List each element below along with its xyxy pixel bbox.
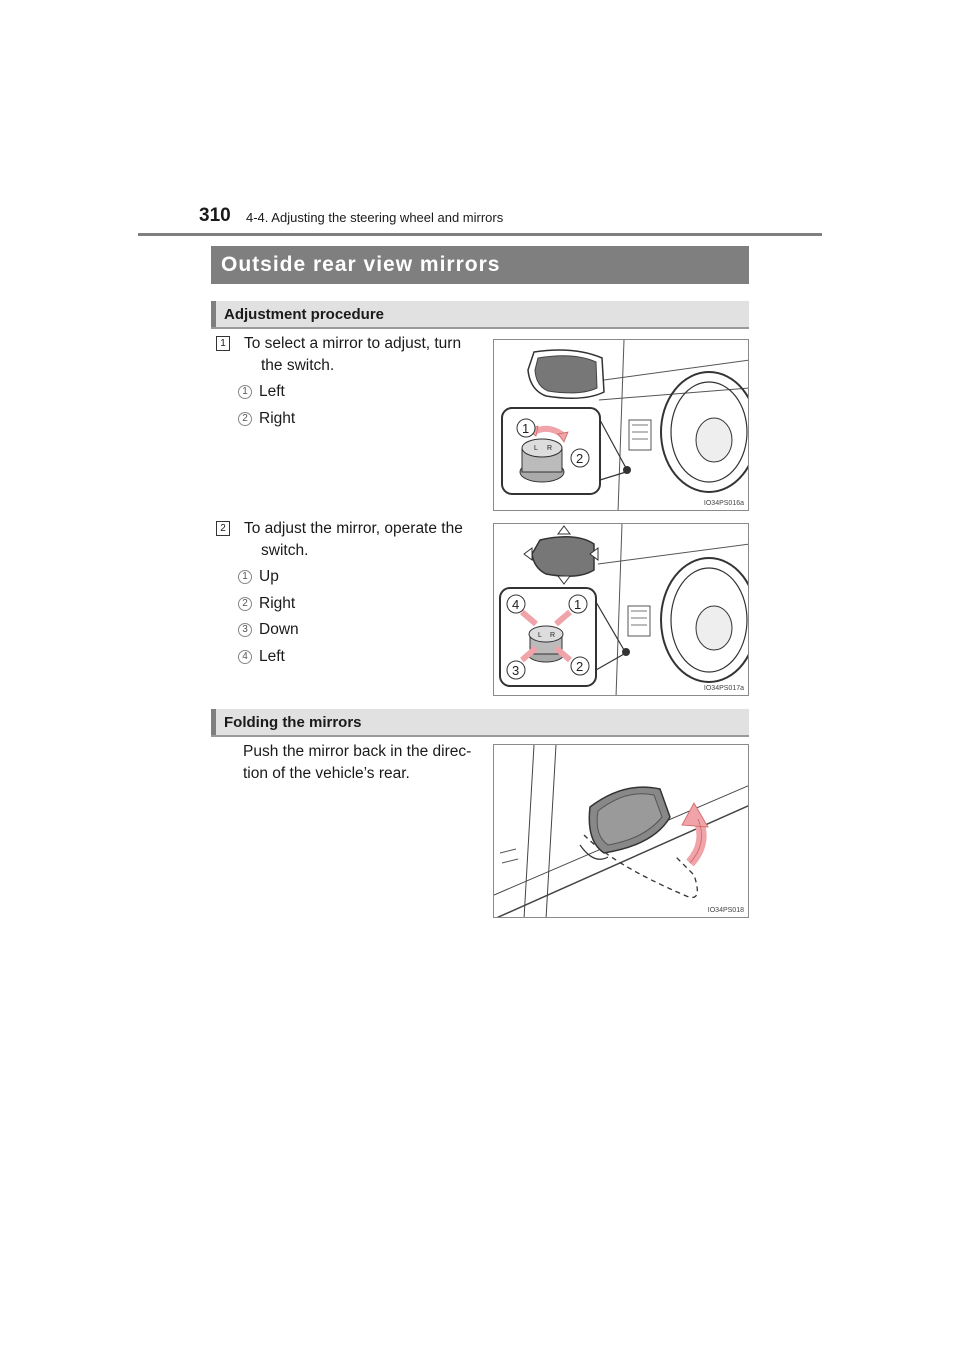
item-label: Left [259,648,285,665]
step-2-item-down [238,621,299,639]
step-1-text [244,333,480,377]
callout-2: 2 [576,451,584,466]
step-2-text-line-2: switch. [261,542,309,559]
item-number: 4 [238,650,252,664]
figure-mirror-adjust-switch [493,523,749,696]
step-1-badge: 1 [216,336,230,351]
step-1-text-line-2: the switch. [261,357,335,374]
callout-1: 1 [574,597,582,612]
callout-3: 3 [512,663,520,678]
switch-letter-l: L [534,445,538,452]
figure-id-3: IO34PS018 [707,907,744,914]
figure-id-1: IO34PS016a [703,500,744,507]
folding-text [243,741,479,785]
mirror-select-illustration [494,340,749,511]
section-title-bar [211,246,749,284]
item-label: Right [259,595,296,612]
running-head: 4-4. Adjusting the steering wheel and mirrors [246,210,504,225]
step-1-item-right [238,410,295,428]
subsection-adjustment-title: Adjustment procedure [224,306,385,323]
figure-mirror-folding [493,744,749,918]
callout-1: 1 [522,421,530,436]
subsection-adjustment-bar [211,301,749,329]
subsection-folding-bar [211,709,749,737]
switch-letter-l: L [538,632,542,639]
item-label: Right [259,410,296,427]
header-rule [138,233,822,236]
folding-text-line-1: Push the mirror back in the direc- [243,743,472,760]
mirror-adjust-illustration [494,524,749,696]
step-2-text [244,518,480,562]
step-1-item-left [238,383,285,401]
step-1-text-line-1: To select a mirror to adjust, turn [244,335,462,352]
switch-letter-r: R [550,632,556,639]
subsection-folding-title: Folding the mirrors [224,714,362,731]
step-2-item-left [238,648,285,666]
step-2-badge: 2 [216,521,230,536]
item-label: Left [259,383,285,400]
figure-mirror-select-switch [493,339,749,511]
figure-id-2: IO34PS017a [703,685,744,692]
callout-2: 2 [576,659,584,674]
item-label: Up [259,568,279,585]
section-title: Outside rear view mirrors [221,253,501,276]
item-number: 1 [238,570,252,584]
page-number: 310 [199,205,231,226]
step-2-item-right [238,595,295,613]
item-number: 3 [238,623,252,637]
callout-4: 4 [512,597,520,612]
item-number: 2 [238,412,252,426]
item-number: 1 [238,385,252,399]
mirror-folding-illustration [494,745,749,918]
step-2-item-up [238,568,279,586]
switch-letter-r: R [547,445,553,452]
folding-text-line-2: tion of the vehicle’s rear. [243,765,410,782]
step-2-text-line-1: To adjust the mirror, operate the [244,520,463,537]
item-label: Down [259,621,299,638]
item-number: 2 [238,597,252,611]
